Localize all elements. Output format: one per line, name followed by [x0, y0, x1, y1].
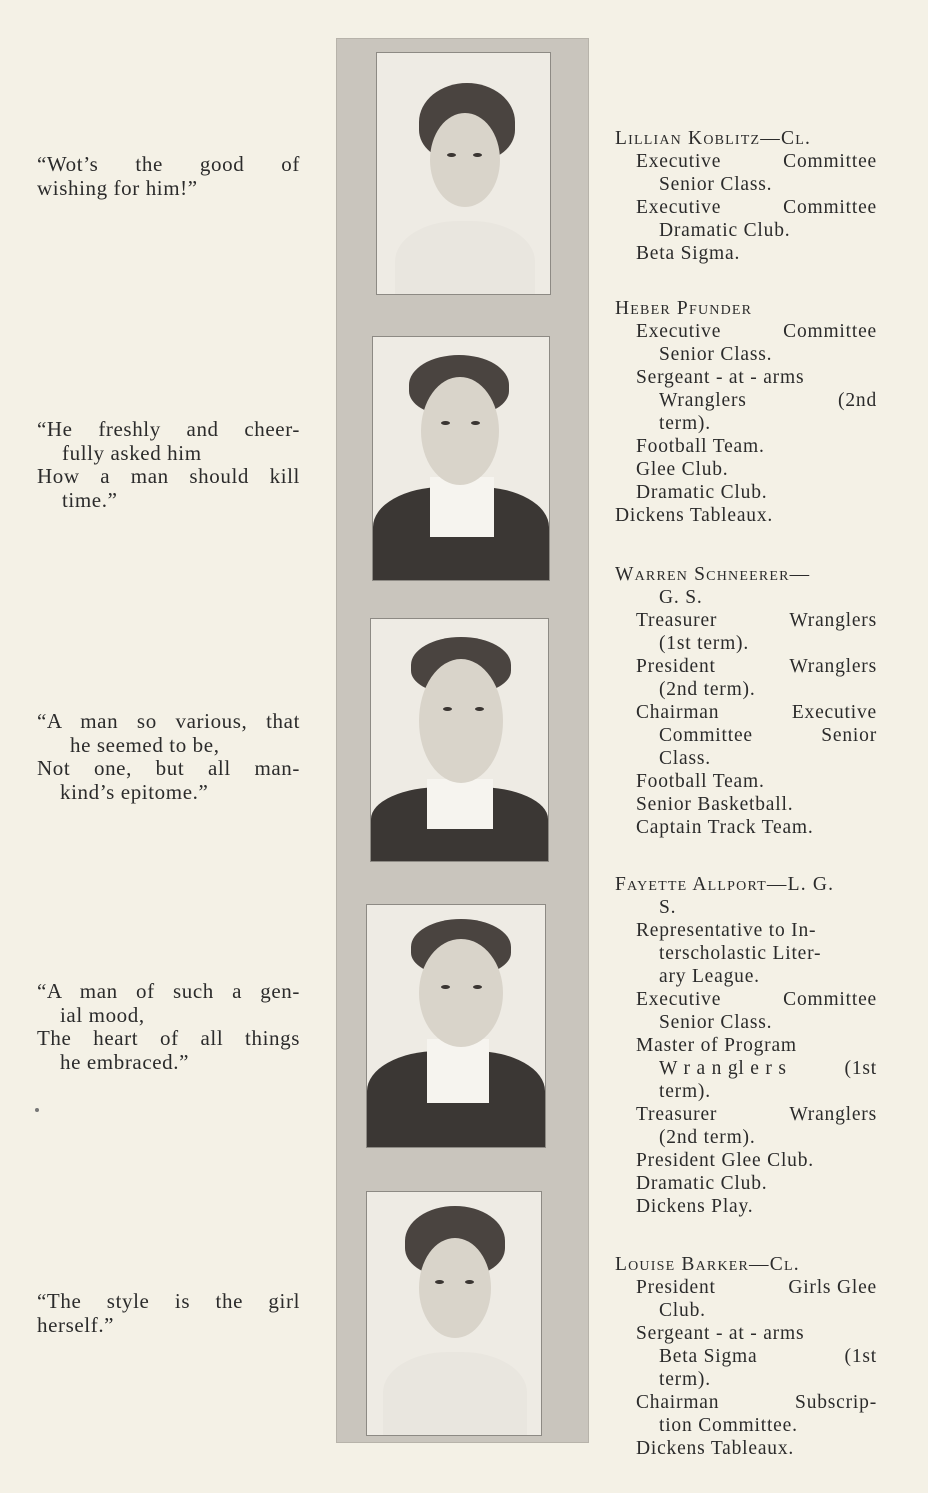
activity-line [615, 343, 877, 366]
activity-line [615, 1103, 877, 1126]
activity-text: (2nd term). [659, 1127, 756, 1148]
activity-text: Executive [636, 151, 722, 172]
activity-line [615, 1276, 877, 1299]
print-speck [35, 1108, 39, 1112]
entry-warren-schneerer [615, 563, 877, 839]
activity-text: (1st [844, 1058, 877, 1079]
quote-4 [37, 980, 300, 1074]
quote-5 [37, 1290, 300, 1337]
activity-text: Senior Class. [659, 174, 773, 195]
activity-line [615, 793, 877, 816]
quote-line: herself.” [37, 1312, 115, 1337]
quote-line: wishing for him!” [37, 175, 198, 200]
activity-line [615, 219, 877, 242]
activity-text: Football Team. [636, 771, 765, 792]
activity-text: Committee [659, 725, 753, 746]
activity-line [615, 366, 877, 389]
activity-text: Girls Glee [788, 1277, 877, 1298]
portrait-photo-1 [376, 52, 551, 295]
activity-text: Senior Basketball. [636, 794, 794, 815]
activity-line [615, 1391, 877, 1414]
activity-text: Senior [821, 725, 877, 746]
quote-line: he seemed to be, [70, 732, 220, 757]
activity-text: Beta Sigma [659, 1346, 758, 1367]
activity-line [615, 150, 877, 173]
activity-line [615, 1322, 877, 1345]
activity-text: Chairman [636, 1392, 720, 1413]
activity-line [615, 747, 877, 770]
activity-line [615, 1057, 877, 1080]
entry-heber-pfunder [615, 297, 877, 527]
activity-line [615, 1126, 877, 1149]
activity-text: Football Team. [636, 436, 765, 457]
activity-text: W r a n gl e r s [659, 1058, 787, 1079]
person-name-continued: G. S. [659, 587, 703, 608]
activity-line [615, 1299, 877, 1322]
activity-line [615, 965, 877, 988]
activity-text: Senior Class. [659, 344, 773, 365]
activity-line [615, 196, 877, 219]
activity-text: Dickens Tableaux. [636, 1438, 795, 1459]
activity-line [615, 1368, 877, 1391]
activity-line [615, 1080, 877, 1103]
quote-1 [37, 153, 300, 200]
activity-line [615, 504, 877, 527]
quote-line: “The style is the girl [37, 1289, 300, 1313]
activity-text: term). [659, 413, 711, 434]
activity-text: Chairman [636, 702, 720, 723]
activity-line [615, 770, 877, 793]
activity-text: Representative to In- [636, 920, 817, 941]
entry-louise-barker [615, 1253, 877, 1460]
portrait-photo-2 [372, 336, 550, 581]
activity-text: Beta Sigma. [636, 243, 741, 264]
activity-text: (1st [844, 1346, 877, 1367]
activity-line [615, 1034, 877, 1057]
activity-line [615, 678, 877, 701]
quote-line: The heart of all things [37, 1026, 300, 1050]
activity-text: Committee [783, 989, 877, 1010]
activity-text: Executive [636, 321, 722, 342]
quote-line: “A man of such a gen- [37, 979, 300, 1003]
activity-line [615, 1414, 877, 1437]
activity-text: Executive [791, 702, 877, 723]
activity-line [615, 724, 877, 747]
activity-line [615, 1011, 877, 1034]
activity-line [615, 412, 877, 435]
activity-text: Sergeant - at - arms [636, 367, 805, 388]
activity-text: Wranglers [659, 390, 747, 411]
activity-text: Dramatic Club. [636, 482, 768, 503]
quote-line: he embraced.” [60, 1049, 190, 1074]
activity-line [615, 320, 877, 343]
activity-text: terscholastic Liter- [659, 943, 822, 964]
quote-2 [37, 418, 300, 512]
quote-line: fully asked him [62, 440, 202, 465]
activity-line [615, 435, 877, 458]
activity-text: Dramatic Club. [659, 220, 791, 241]
person-name: Warren Schneerer— [615, 564, 811, 585]
activity-line [615, 1195, 877, 1218]
activity-text: Treasurer [636, 610, 718, 631]
activity-text: Dickens Tableaux. [615, 505, 774, 526]
activity-line [615, 1149, 877, 1172]
activity-text: President [636, 656, 716, 677]
quote-line: “Wot’s the good of [37, 152, 300, 176]
activity-text: (2nd [838, 390, 877, 411]
activity-text: Club. [659, 1300, 706, 1321]
activity-line [615, 1437, 877, 1460]
activity-text: Dramatic Club. [636, 1173, 768, 1194]
activity-text: ary League. [659, 966, 760, 987]
activity-text: Sergeant - at - arms [636, 1323, 805, 1344]
portrait-photo-4 [366, 904, 546, 1148]
activity-text: Committee [783, 197, 877, 218]
activity-text: President Glee Club. [636, 1150, 814, 1171]
activity-line [615, 701, 877, 724]
portrait-photo-5 [366, 1191, 542, 1436]
activity-text: Class. [659, 748, 711, 769]
activity-text: Executive [636, 989, 722, 1010]
quote-3 [37, 710, 300, 804]
activity-text: Master of Program [636, 1035, 797, 1056]
activity-text: President [636, 1277, 716, 1298]
quote-line: time.” [62, 487, 118, 512]
activity-text: term). [659, 1369, 711, 1390]
activity-line [615, 458, 877, 481]
quote-line: “A man so various, that [37, 709, 300, 733]
activity-line [615, 609, 877, 632]
activity-text: Dickens Play. [636, 1196, 754, 1217]
quote-line: kind’s epitome.” [60, 779, 209, 804]
activity-line [615, 942, 877, 965]
activity-text: Committee [783, 321, 877, 342]
portrait-photo-3 [370, 618, 549, 862]
person-name-continued: S. [659, 897, 677, 918]
activity-line [615, 481, 877, 504]
activity-text: Captain Track Team. [636, 817, 814, 838]
activity-text: Glee Club. [636, 459, 729, 480]
person-name: Heber Pfunder [615, 298, 753, 319]
activity-text: tion Committee. [659, 1415, 798, 1436]
activity-line [615, 655, 877, 678]
person-name: Lillian Koblitz—Cl. [615, 128, 812, 149]
person-name: Fayette Allport—L. G. [615, 874, 835, 895]
activity-line [615, 1172, 877, 1195]
quote-line: How a man should kill [37, 464, 300, 488]
activity-text: (1st term). [659, 633, 750, 654]
activity-text: Subscrip- [795, 1392, 877, 1413]
activity-text: Wranglers [789, 610, 877, 631]
activity-line [615, 1345, 877, 1368]
activity-line [615, 988, 877, 1011]
activity-line [615, 173, 877, 196]
activity-text: Senior Class. [659, 1012, 773, 1033]
entry-lillian-koblitz [615, 127, 877, 265]
quote-line: ial mood, [60, 1002, 145, 1027]
activity-text: (2nd term). [659, 679, 756, 700]
person-name: Louise Barker—Cl. [615, 1254, 800, 1275]
activity-line [615, 632, 877, 655]
activity-text: Treasurer [636, 1104, 718, 1125]
activity-line [615, 242, 877, 265]
quote-line: “He freshly and cheer- [37, 417, 300, 441]
quote-line: Not one, but all man- [37, 756, 300, 780]
activity-line [615, 389, 877, 412]
photo-strip [336, 38, 589, 1443]
activity-text: Executive [636, 197, 722, 218]
activity-text: Committee [783, 151, 877, 172]
activity-line [615, 919, 877, 942]
activity-text: term). [659, 1081, 711, 1102]
activity-line [615, 816, 877, 839]
entry-fayette-allport [615, 873, 877, 1218]
activity-text: Wranglers [789, 1104, 877, 1125]
activity-text: Wranglers [789, 656, 877, 677]
